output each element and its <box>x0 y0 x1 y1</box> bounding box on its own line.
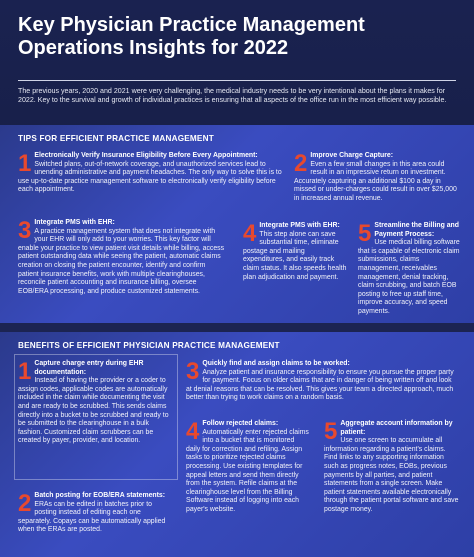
benefit-body: ERAs can be edited in batches prior to posting instead of editing each one separately. Copays can be automatically applied when the ERAs are posted. <box>18 500 166 534</box>
tip-heading: Electronically Verify Insurance Eligibility Before Every Appointment: <box>34 152 258 159</box>
tip-number: 3 <box>18 217 32 244</box>
benefit-item <box>186 420 310 515</box>
benefit-item <box>18 492 170 535</box>
tip-body: This step alone can save substantial time, eliminate postage and mailing expenditures, and easily track claim status. It also speeds health plan adjudication and payment. <box>243 230 347 281</box>
tip-item <box>358 222 462 317</box>
tip-heading: Integrate PMS with EHR: <box>34 219 115 226</box>
tip-item <box>18 219 226 296</box>
benefit-heading: Aggregate account information by patient: <box>340 420 453 436</box>
benefit-item <box>324 420 460 515</box>
tip-heading: Streamline the Billing and Payment Process: <box>374 222 459 238</box>
tip-body: Use medical billing software that is capable of electronic claim submissions, claims management, receivables management, denial tracking, claim scrubbing, and batch EOB posting to free up staff time, improve accuracy, and speed payments. <box>358 239 460 315</box>
benefit-heading: Follow rejected claims: <box>202 420 279 427</box>
tips-section <box>0 125 474 323</box>
benefit-number: 2 <box>18 490 32 517</box>
benefit-item <box>18 360 172 446</box>
tip-body: Switched plans, out-of-network coverage, and unauthorized services lead to unending administrative and payment headaches. The only way to solve this is to use up-to-date practice management software to electronically verify eligibility before each appointment. <box>18 160 282 194</box>
header-area <box>0 0 474 137</box>
tip-heading: Integrate PMS with EHR: <box>259 222 340 229</box>
tip-heading: Improve Charge Capture: <box>310 152 394 159</box>
benefits-section <box>0 332 474 557</box>
benefit-heading: Batch posting for EOB/ERA statements: <box>34 492 166 499</box>
benefit-heading: Quickly find and assign claims to be worked: <box>202 360 350 367</box>
title-divider <box>18 80 456 81</box>
benefit-number: 1 <box>18 358 32 385</box>
benefits-section-title: BENEFITS OF EFFICIENT PHYSICIAN PRACTICE MANAGEMENT <box>18 341 280 350</box>
tips-section-title: TIPS FOR EFFICIENT PRACTICE MANAGEMENT <box>18 134 214 143</box>
tip-item <box>18 152 284 195</box>
benefit-body: Analyze patient and insurance responsibility to ensure you pursue the proper party for payment. Focus on older claims that are in danger of being written off and look at denial reasons that can be resolved. This gives your team a directed approach, much better than trying to work claims on a random basis. <box>186 368 454 402</box>
benefit-body: Use one screen to accumulate all information regarding a patient's claims. Find links to any supporting information such as progress notes, EOBs, previous payments by all parties, and patient statements from a single screen. Make patient statements available electronically through the patient portal software and save postage money. <box>324 437 459 513</box>
benefit-heading: Capture charge entry during EHR documentation: <box>34 360 144 376</box>
tip-number: 5 <box>358 220 372 247</box>
benefit-number: 4 <box>186 418 200 445</box>
benefit-body: Instead of having the provider or a coder to assign codes, applicable codes are automatically included in the claim while documenting the visit and are ready to be scrubbed. This sends claims directly into a bucket to be scrubbed and ready to be submitted to the clearinghouse in a bulk fashion. Customized claim scrubbers can be created by payer, provider, and location. <box>18 377 169 445</box>
tip-body: A practice management system that does not integrate with your EHR will only add to your worries. This key factor will enable your practice to view patient visit details while billing, access patient outstanding data while seeing the patient, automatic claims creation on closing the patient encounter, identify and confirm patient insurance benefits, work with multiple clearinghouses, reconcile patient accounting and insurance billing, oversee EOB/ERA processing, and produce customized statements. <box>18 227 225 295</box>
tip-item <box>243 222 347 282</box>
benefit-number: 3 <box>186 358 200 385</box>
tip-number: 2 <box>294 150 308 177</box>
benefit-item <box>186 360 458 403</box>
tip-number: 4 <box>243 220 257 247</box>
benefit-number: 5 <box>324 418 338 445</box>
page-title: Key Physician Practice Management Operations Insights for 2022 <box>18 14 365 59</box>
tip-item <box>294 152 458 204</box>
tip-body: Even a few small changes in this area could result in an impressive return on investment. Accurately capturing an additional $100 a day in missed or under-charges could result in over $25,000 in increased annual revenue. <box>294 160 457 202</box>
intro-paragraph: The previous years, 2020 and 2021 were very challenging, the medical industry needs to be very intentional about the plans it makes for 2022. Key to the survival and growth of individual practices is ensuring that all aspects of the office run in the most efficient way possible. <box>18 87 447 104</box>
tip-number: 1 <box>18 150 32 177</box>
benefit-body: Automatically enter rejected claims into a bucket that is monitored daily for correction and refiling. Assign tasks to prioritize rejected claims processing. Use existing templates for appeal letters and send them directly from the system. Refile claims at the clearinghouse level from the Billing Software instead of logging into each payer's website. <box>186 428 309 513</box>
